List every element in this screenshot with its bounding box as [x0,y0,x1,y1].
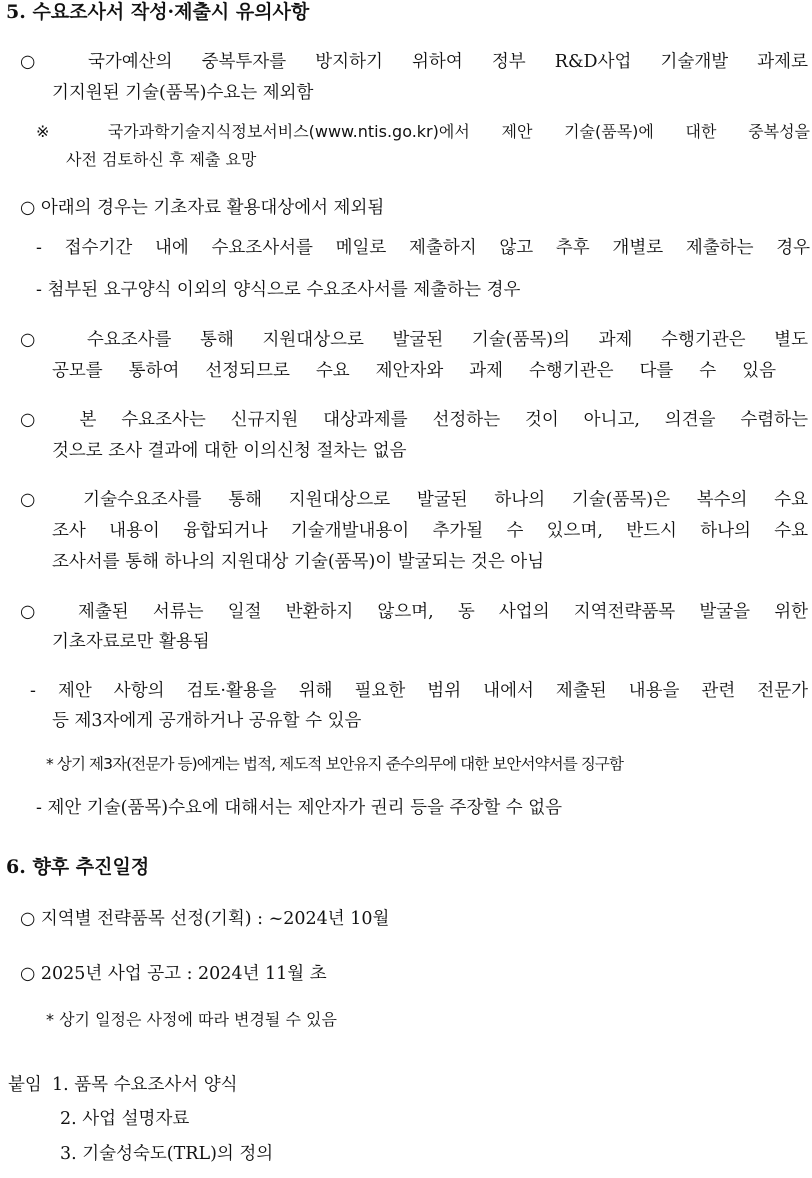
s5-dash-2: - 첨부된 요구양식 이외의 양식으로 수요조사서를 제출하는 경우 [36,280,521,300]
section-5-heading: 5. 수요조사서 작성·제출시 유의사항 [6,1,310,23]
s6-item-1: ○ 지역별 전략품목 선정(기획) : ~2024년 10월 [20,909,390,929]
s5-dash-4: - 제안 기술(품목)수요에 대해서는 제안자가 권리 등을 주장할 수 없음 [36,798,563,818]
s5-item-2: ○ 아래의 경우는 기초자료 활용대상에서 제외됨 [20,198,385,218]
s6-item-2: ○ 2025년 사업 공고 : 2024년 11월 초 [20,964,327,984]
s5-item-5-line-1: ○ 기술수요조사를 통해 지원대상으로 발굴된 하나의 기술(품목)은 복수의 수요 [20,490,808,510]
s5-item-4-line-1: ○ 본 수요조사는 신규지원 대상과제를 선정하는 것이 아니고, 의견을 수렴하는 [20,410,808,430]
attachment-item-1: 1. 품목 수요조사서 양식 [52,1075,238,1095]
s5-item-5-line-3: 조사서를 통해 하나의 지원대상 기술(품목)이 발굴되는 것은 아님 [52,552,545,572]
s5-note-1-line-2: 사전 검토하신 후 제출 요망 [66,150,257,169]
s5-item-5-line-2: 조사 내용이 융합되거나 기술개발내용이 추가될 수 있으며, 반드시 하나의 수요 [52,521,808,541]
s5-footnote: * 상기 제3자(전문가 등)에게는 법적, 제도적 보안유지 준수의무에 대한 보안서약서를 징구함 [46,755,624,773]
s5-item-6-line-2: 기초자료로만 활용됨 [52,632,210,652]
attachment-item-2: 2. 사업 설명자료 [60,1109,190,1129]
s5-dash-3-line-2: 등 제3자에게 공개하거나 공유할 수 있음 [52,711,362,731]
s5-dash-1: - 접수기간 내에 수요조사서를 메일로 제출하지 않고 추후 개별로 제출하는 경우 [36,238,810,258]
s5-item-6-line-1: ○ 제출된 서류는 일절 반환하지 않으며, 동 사업의 지역전략품목 발굴을 위한 [20,602,808,622]
s5-item-4-line-2: 것으로 조사 결과에 대한 이의신청 절차는 없음 [52,441,407,461]
s5-item-3-line-2: 공모를 통하여 선정되므로 수요 제안자와 과제 수행기관은 다를 수 있음 [52,361,776,381]
attachments-label: 붙임 [8,1075,42,1095]
attachment-item-3: 3. 기술성숙도(TRL)의 정의 [60,1144,274,1164]
s5-item-3-line-1: ○ 수요조사를 통해 지원대상으로 발굴된 기술(품목)의 과제 수행기관은 별도 [20,330,808,350]
section-6-heading: 6. 향후 추진일정 [6,856,150,878]
s6-footnote: * 상기 일정은 사정에 따라 변경될 수 있음 [46,1010,337,1029]
s5-dash-3-line-1: - 제안 사항의 검토·활용을 위해 필요한 범위 내에서 제출된 내용을 관련 전문가 [30,681,808,701]
s5-item-1-line-1: ○ 국가예산의 중복투자를 방지하기 위하여 정부 R&D사업 기술개발 과제로 [20,52,808,72]
s5-note-1-line-1: ※ 국가과학기술지식정보서비스(www.ntis.go.kr)에서 제안 기술(품목)에 대한 중복성을 [36,122,810,141]
s5-item-1-line-2: 기지원된 기술(품목)수요는 제외함 [52,83,314,103]
